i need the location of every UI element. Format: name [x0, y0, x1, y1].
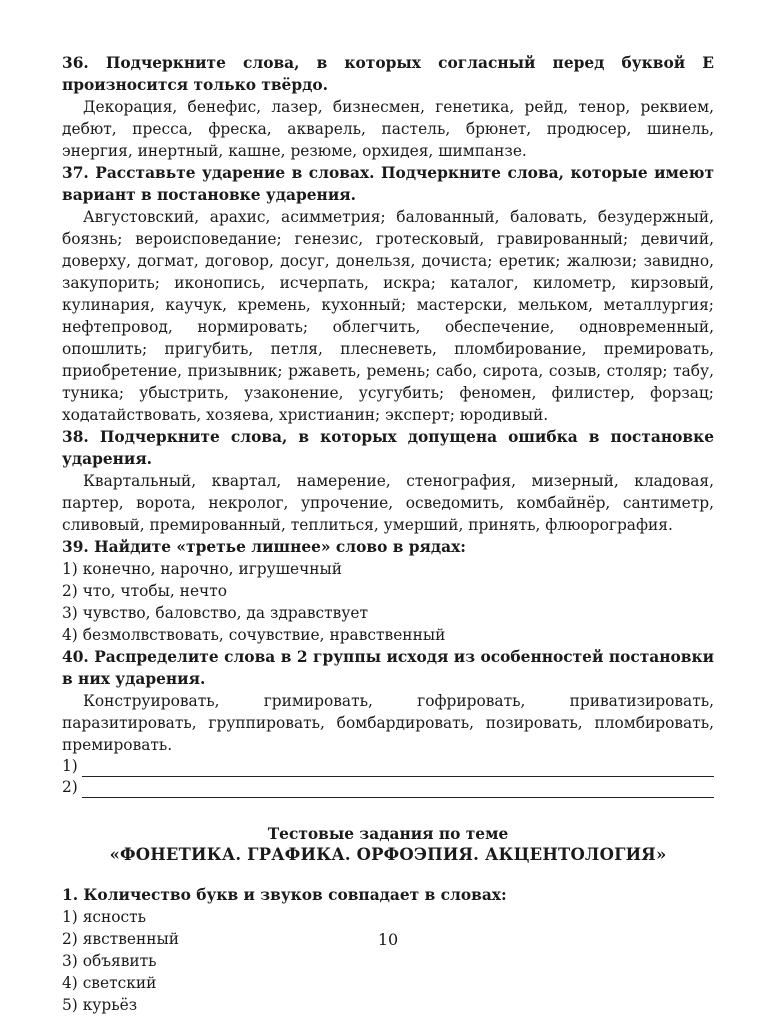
test-question-1-text: 1. Количество букв и звуков совпадает в словах: [62, 886, 507, 904]
test-question-1-option: 1) ясность [62, 908, 147, 926]
task-37-body: Августовский, арахис, асимметрия; балованный, баловать, безудержный, боязнь; вероисповедание; генезис, гротесковый, гравированный; девичий, доверху, догмат, договор, досуг, донельзя, дочиста; еретик; жалюзи; завидно, закупорить; иконопись, исчерпать, искра; каталог, километр, кирзовый, кулинария, каучук, кремень, кухонный; мастерски, мельком, металлургия; нефтепровод, нормировать; облегчить, обеспечение, одновременный, опошлить; пригубить, петля, плесневеть, пломбирование, премировать, приобретение, призывник; ржаветь, ремень; сабо, сирота, созыв, столяр; табу, туника; убыстрить, узаконение, усугубить; феномен, филистер, форзац; ходатайствовать, хозяева, христианин; эксперт; юродивый. [62, 208, 714, 424]
answer-line-2[interactable] [62, 777, 714, 798]
task-36-body: Декорация, бенефис, лазер, бизнесмен, генетика, рейд, тенор, реквием, дебют, пресса, фреска, акварель, пастель, брюнет, продюсер, шинель, энергия, инертный, кашне, резюме, орхидея, шимпанзе. [62, 98, 714, 160]
task-40-question: 40. Распределите слова в 2 группы исходя из особенностей постановки в них ударения. [62, 648, 714, 688]
answer-line-1-blank[interactable] [82, 760, 714, 777]
page-number: 10 [377, 930, 399, 949]
task-39-option: 4) безмолвствовать, сочувствие, нравственный [62, 626, 446, 644]
test-question-1-option: 4) светский [62, 974, 157, 992]
task-36-question: 36. Подчеркните слова, в которых согласный перед буквой Е произносится только твёрдо. [62, 54, 714, 94]
test-heading-line1: Тестовые задания по теме [267, 825, 509, 843]
answer-line-1-label: 1) [62, 757, 78, 775]
task-40 [62, 646, 714, 798]
task-37-question: 37. Расставьте ударение в словах. Подчеркните слова, которые имеют вариант в постановке ударения. [62, 164, 714, 204]
answer-line-2-label: 2) [62, 778, 78, 796]
answer-line-1[interactable] [62, 756, 714, 777]
task-39-option: 1) конечно, нарочно, игрушечный [62, 560, 343, 578]
test-question-1-option: 3) объявить [62, 952, 157, 970]
task-38 [62, 426, 714, 536]
answer-line-2-blank[interactable] [82, 781, 714, 798]
test-question-1-option: 5) курьёз [62, 996, 138, 1014]
test-heading-line2: «ФОНЕТИКА. ГРАФИКА. ОРФОЭПИЯ. АКЦЕНТОЛОГИЯ» [109, 845, 667, 864]
task-39 [62, 536, 714, 646]
task-37 [62, 162, 714, 426]
task-40-body: Конструировать, гримировать, гофрировать, приватизировать, паразитировать, группировать, бомбардировать, позировать, пломбировать, премировать. [62, 692, 714, 754]
task-38-body: Квартальный, квартал, намерение, стенография, мизерный, кладовая, партер, ворота, некролог, упрочение, осведомить, комбайнёр, сантиметр, сливовый, премированный, теплиться, умерший, принять, флюорография. [62, 472, 714, 534]
task-39-question: 39. Найдите «третье лишнее» слово в рядах: [62, 538, 466, 556]
task-39-option: 2) что, чтобы, нечто [62, 582, 228, 600]
test-question-1 [62, 884, 714, 1016]
task-38-question: 38. Подчеркните слова, в которых допущена ошибка в постановке ударения. [62, 428, 714, 468]
page-content [62, 52, 714, 1016]
test-question-1-option: 2) явственный [62, 930, 179, 948]
task-36 [62, 52, 714, 162]
task-39-option: 3) чувство, баловство, да здравствует [62, 604, 369, 622]
